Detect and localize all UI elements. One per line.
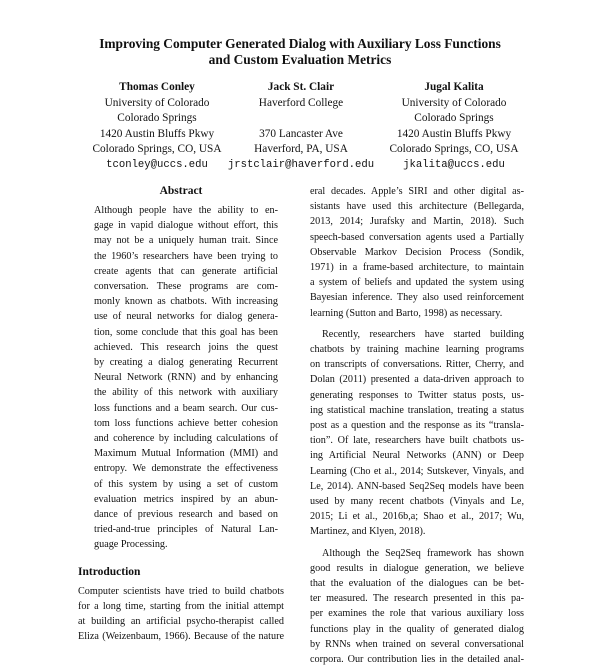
author-email: tconley@uccs.edu [106,158,208,171]
introduction-heading: Introduction [78,565,141,578]
text-line: entropy. We demonstrate the effectiveness [94,463,278,475]
right-column [310,184,524,667]
author-email: jkalita@uccs.edu [403,158,505,171]
text-line: corpora. Our contribution lies in the detailed anal- [310,654,524,666]
text-line: 2015; Li et al., 2016b,a; Shao et al., 2017; Wu, [310,511,524,523]
text-line: eral decades. Apple’s SIRI and other digital as- [310,186,524,197]
author-affiliation-line: University of Colorado [401,96,507,109]
introduction-body [78,584,284,645]
text-line: 1971) in a frame-based architecture, to maintain [310,262,524,274]
author-affiliation-line: Haverford College [258,96,344,109]
text-line: by RNNs when trained on several conversational [310,638,524,650]
author-address-line: 370 Lancaster Ave [259,127,343,140]
text-line: Although people have the ability to en- [94,205,278,216]
author-blank-line [218,111,384,127]
text-line: tried-and-true principles of Natural Lan- [94,524,278,536]
text-line: guage Processing. [94,539,168,551]
text-line: per examines the role that various auxiliary loss [310,608,524,620]
text-line: used by many recent chatbots (Vinyals and Le, [310,496,524,508]
author-address-line: 1420 Austin Bluffs Pkwy [99,127,215,140]
text-line: ter measured. The research presented in this pa- [310,593,524,605]
text-line: by creating a dialog generating Recurrent [94,357,278,369]
text-line: for a long time, starting from the initial attempt [78,600,284,612]
text-line: on transcripts of conversations. Ritter, Cherry, and [310,359,524,371]
text-line: generating responses to Twitter status posts, us- [310,389,524,401]
text-line: Recently, researchers have started building [322,328,524,340]
text-line: tom loss functions achieve better cohesion [94,417,278,429]
text-line: at building an artificial psycho-therapist called [78,616,284,628]
text-line: conversation. These programs are com- [94,281,278,293]
text-line: good results in dialogue generation, we believe [310,562,524,574]
text-line: Martinez, and Klyen, 2018). [310,526,426,538]
author-affiliation-line: Colorado Springs [117,112,197,125]
text-line: speech-based conversation agents used a Partially [310,231,524,243]
author-address-line: 1420 Austin Bluffs Pkwy [396,127,512,140]
body-paragraph-3 [310,546,524,667]
author-block-kalita [381,80,527,174]
text-line: of this system by using a set of custom [94,478,278,490]
text-line: monly known as chatbots. With increasing [94,296,278,308]
text-line: the ability of this network with auxiliary [94,387,278,399]
abstract-heading: Abstract [159,185,203,197]
text-line: use of neural networks for dialog genera- [94,311,278,323]
paper-title-line-1: Improving Computer Generated Dialog with Auxiliary Loss Functions [99,36,501,51]
text-line: post as a question and the response as its “transla- [310,420,524,432]
author-block-stclair [218,80,384,174]
text-line: Maximum Mutual Information (MMI) and [94,448,278,460]
text-line: Learning (Cho et al., 2014; Sutskever, Vinyals, and [310,465,524,477]
text-line: Observable Markov Decision Process (Sondik, [310,246,524,258]
paper-title-line-2: and Custom Evaluation Metrics [208,52,392,67]
text-line: tion”. Of late, researchers have built chatbots us- [310,435,524,447]
text-line: achieved. This research joins the quest [94,341,278,353]
text-line: tion, some conclude that this goal has been [94,326,278,338]
text-line: Neural Network (RNN) and by enhancing [94,372,278,384]
text-line: 2013, 2014; Jurafsky and Martin, 2018). Such [310,216,524,228]
author-address-line: Colorado Springs, CO, USA [92,143,222,156]
abstract-body [78,203,284,553]
text-line: Le, 2014). ANN-based Seq2Seq models have been [310,480,524,492]
author-address-line: Haverford, PA, USA [254,143,348,156]
text-line: loss functions and a beam search. Our cus- [94,402,278,414]
text-line: Bayesian inference. They also used reinforcement [310,292,524,304]
text-line: sistants have used this architecture (Bellegarda, [310,201,524,213]
author-email: jrstclair@haverford.edu [227,158,375,171]
author-name: Jack St. Clair [267,81,335,93]
author-affiliation-line: Colorado Springs [414,112,494,125]
text-line: gage in vapid dialogue without effort, this [94,220,278,232]
text-line: functions play in the quality of generated dialog [310,623,524,635]
text-line: ing Artificial Neural Networks (ANN) or Deep [310,450,524,462]
text-line: Although the Seq2Seq framework has shown [322,547,524,559]
text-line: Computer scientists have tried to build chatbots [78,585,284,597]
author-affiliation-line: University of Colorado [104,96,210,109]
body-paragraph-2 [310,327,524,540]
text-line: that the evaluation of the dialogues can be bet- [310,578,524,590]
author-block-conley [82,80,232,174]
text-line: may not be a uniquely human trait. Since [94,235,278,247]
author-name: Thomas Conley [119,81,195,93]
text-line: Dolan (2011) presented a data-driven approach to [310,374,524,386]
body-paragraph-1 [310,184,524,321]
text-line: evaluation metrics inspired by an abun- [94,493,278,505]
text-line: learning (Sutton and Barto, 1998) as necessary. [310,307,503,319]
text-line: chatbots by training machine learning programs [310,344,524,356]
text-line: dance of previous research and based on [94,509,278,521]
paper-title [40,36,560,68]
text-line: Eliza (Weizenbaum, 1966). Because of the nature [78,631,284,643]
text-line: the 1960’s researchers have been trying to [94,250,278,262]
author-name: Jugal Kalita [424,81,484,93]
text-line: ing statistical machine translation, treating a status [310,404,524,416]
text-line: create agents that can generate artificial [94,265,278,277]
text-line: and coherence by including calculations of [94,433,278,445]
author-address-line: Colorado Springs, CO, USA [389,143,519,156]
left-column [78,184,284,644]
text-line: a system of beliefs and updated the system using [310,277,524,289]
